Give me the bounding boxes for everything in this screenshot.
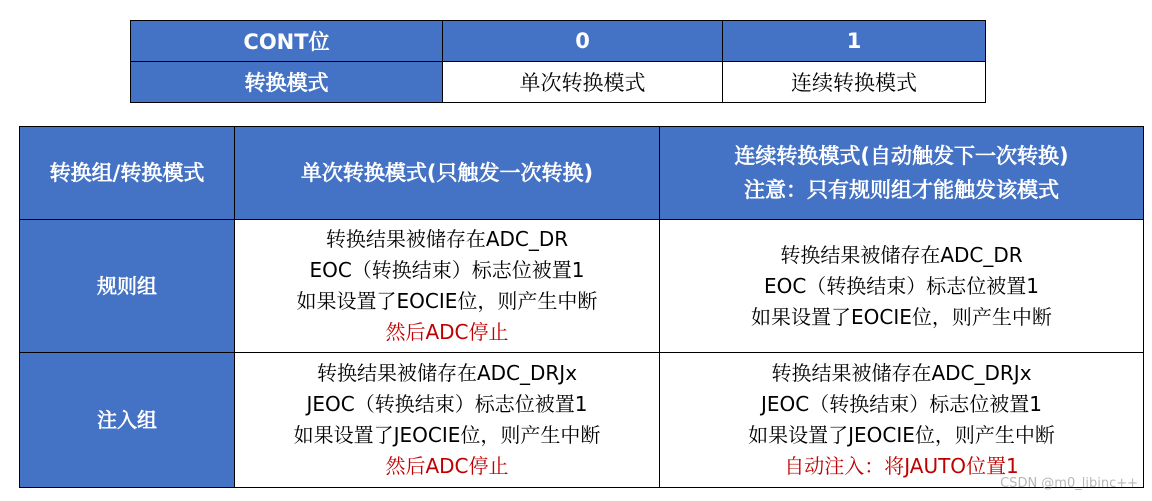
group-mode-header: 转换组/转换模式 (20, 127, 235, 220)
conversion-mode-table (19, 126, 1144, 488)
cell-line: 转换结果被储存在ADC_DRJx (771, 361, 1032, 385)
cell-line-highlight: 然后ADC停止 (385, 454, 509, 478)
injected-group-row (20, 353, 1144, 488)
continuous-mode-cell: 连续转换模式 (723, 62, 986, 103)
cell-line: EOC（转换结束）标志位被置1 (763, 273, 1040, 298)
mode-table-header-row (20, 127, 1144, 220)
cont-bit-header: CONT位 (131, 21, 443, 62)
cell-line-highlight: 然后ADC停止 (385, 320, 509, 344)
continuous-header-note: 注意：只有规则组才能触发该模式 (744, 178, 1059, 202)
conversion-mode-label: 转换模式 (131, 62, 443, 103)
cell-line: 如果设置了JEOCIE位，则产生中断 (293, 423, 601, 447)
single-mode-cell: 单次转换模式 (443, 62, 723, 103)
continuous-mode-header (660, 127, 1144, 220)
cell-line: EOC（转换结束）标志位被置1 (309, 258, 585, 282)
cont-table-mode-row (131, 62, 986, 103)
regular-single-cell (235, 220, 660, 353)
cell-line: 如果设置了JEOCIE位，则产生中断 (748, 423, 1055, 447)
cell-line-highlight: 自动注入：将JAUTO位置1 (784, 454, 1019, 478)
injected-single-cell (235, 353, 660, 488)
cell-line: JEOC（转换结束）标志位被置1 (306, 392, 588, 416)
regular-continuous-cell (660, 220, 1144, 353)
cont-bit-table (130, 20, 986, 103)
watermark: CSDN @m0_libinc++ (1000, 476, 1138, 491)
cell-line: 转换结果被储存在ADC_DR (780, 242, 1023, 267)
injected-group-label: 注入组 (20, 353, 235, 488)
cell-line: 转换结果被储存在ADC_DR (325, 227, 569, 251)
cont-value-0-header: 0 (443, 21, 723, 62)
cell-line: 如果设置了EOCIE位，则产生中断 (751, 304, 1052, 329)
injected-continuous-cell (660, 353, 1144, 488)
cell-line: 如果设置了EOCIE位，则产生中断 (296, 289, 598, 313)
cont-table-header-row (131, 21, 986, 62)
cont-value-1-header: 1 (723, 21, 986, 62)
single-mode-header: 单次转换模式(只触发一次转换) (235, 127, 660, 220)
cell-line: 转换结果被储存在ADC_DRJx (316, 361, 578, 385)
regular-group-row (20, 220, 1144, 353)
continuous-header-line: 连续转换模式(自动触发下一次转换) (734, 144, 1069, 168)
cell-line: JEOC（转换结束）标志位被置1 (761, 392, 1042, 416)
regular-group-label: 规则组 (20, 220, 235, 353)
